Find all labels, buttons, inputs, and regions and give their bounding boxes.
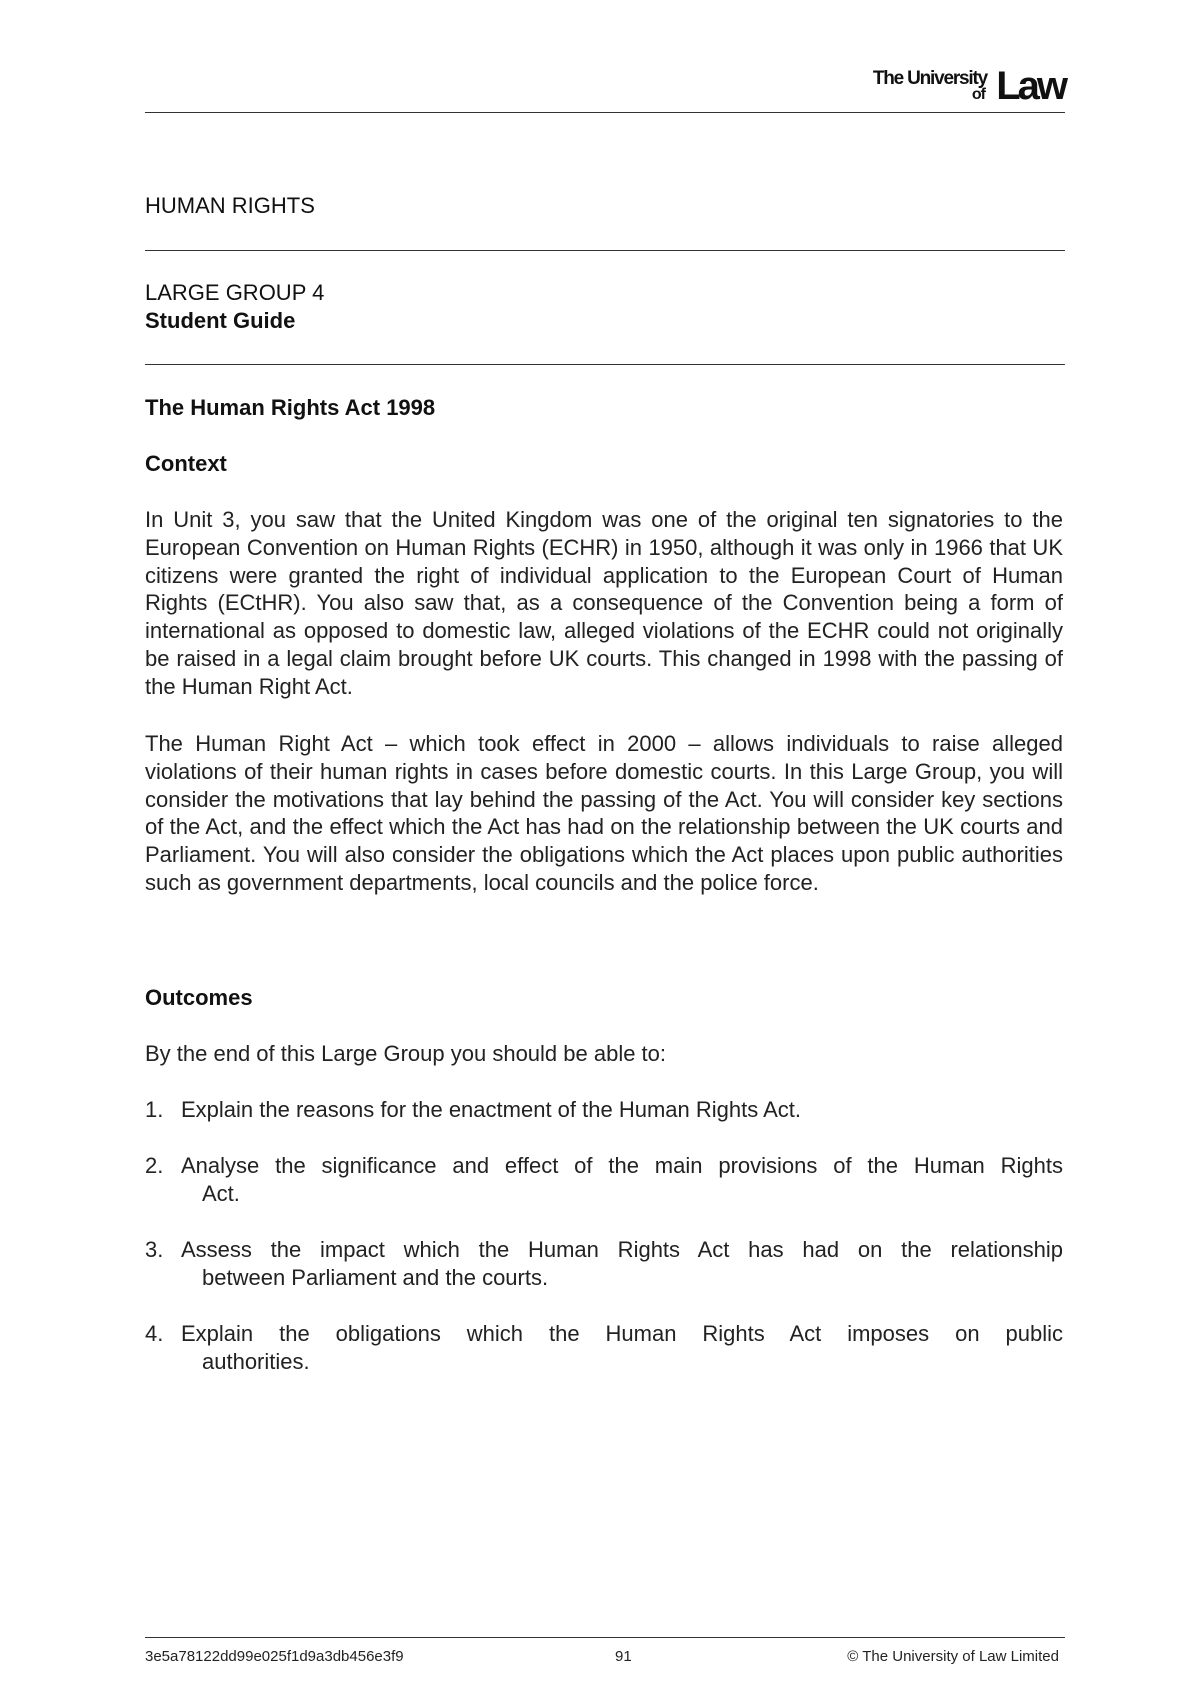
logo-line2: of xyxy=(971,86,985,103)
guide-label: Student Guide xyxy=(145,308,296,333)
outcomes-heading: Outcomes xyxy=(145,985,253,1010)
copyright-notice: © The University of Law Limited xyxy=(847,1648,1059,1665)
header-rule xyxy=(145,112,1065,113)
list-item xyxy=(145,1236,1063,1292)
list-item-text: Analyse the significance and effect of the main provisions of the Human Rights xyxy=(181,1153,1063,1178)
list-item-number: 4. xyxy=(145,1321,164,1346)
logo-law: Law xyxy=(996,64,1065,108)
context-paragraph-1: In Unit 3, you saw that the United Kingdom was one of the original ten signatories to the European Convention on Human Rights (ECHR) in 1950, although it was only in 1966 that UK citizens were granted the right of individual application to the European Court of Human Rights (ECtHR). You also saw that, as a consequence of the Convention being a form of international as opposed to domestic law, alleged violations of the ECHR could not originally be raised in a legal claim brought before UK courts. This changed in 1998 with the passing of the Human Right Act. xyxy=(145,507,1063,699)
list-item-text-continued: Act. xyxy=(202,1180,240,1206)
document-title: The Human Rights Act 1998 xyxy=(145,395,436,420)
divider-rule xyxy=(145,250,1065,251)
context-paragraph-2: The Human Right Act – which took effect in 2000 – allows individuals to raise alleged violations of their human rights in cases before domestic courts. In this Large Group, you will consider the motivations that lay behind the passing of the Act. You will consider key sections of the Act, and the effect which the Act has had on the relationship between the UK courts and Parliament. You will also consider the obligations which the Act places upon public authorities such as government departments, local councils and the police force. xyxy=(145,731,1063,895)
list-item-text: Assess the impact which the Human Rights Act has had on the relationship xyxy=(181,1237,1063,1262)
context-heading: Context xyxy=(145,451,227,476)
list-item-text: Explain the reasons for the enactment of the Human Rights Act. xyxy=(181,1097,802,1122)
list-item-number: 2. xyxy=(145,1153,164,1178)
list-item xyxy=(145,1152,1063,1208)
list-item-text: Explain the obligations which the Human Rights Act imposes on public xyxy=(181,1321,1063,1346)
footer-rule xyxy=(145,1637,1065,1638)
list-item-text-continued: between Parliament and the courts. xyxy=(202,1264,549,1290)
list-item-number: 1. xyxy=(145,1097,164,1122)
document-page xyxy=(145,0,1065,1696)
list-item xyxy=(145,1320,1063,1376)
page-number: 91 xyxy=(615,1648,632,1665)
list-item-number: 3. xyxy=(145,1237,164,1262)
document-id: 3e5a78122dd99e025f1d9a3db456e3f9 xyxy=(145,1648,404,1665)
outcomes-intro: By the end of this Large Group you should be able to: xyxy=(145,1041,667,1066)
group-label: LARGE GROUP 4 xyxy=(145,280,325,305)
course-title: HUMAN RIGHTS xyxy=(145,193,315,218)
divider-rule xyxy=(145,364,1065,365)
logo-line1: The University xyxy=(872,68,987,89)
list-item xyxy=(145,1096,1063,1124)
university-logo xyxy=(855,66,1065,106)
list-item-text-continued: authorities. xyxy=(202,1348,310,1374)
